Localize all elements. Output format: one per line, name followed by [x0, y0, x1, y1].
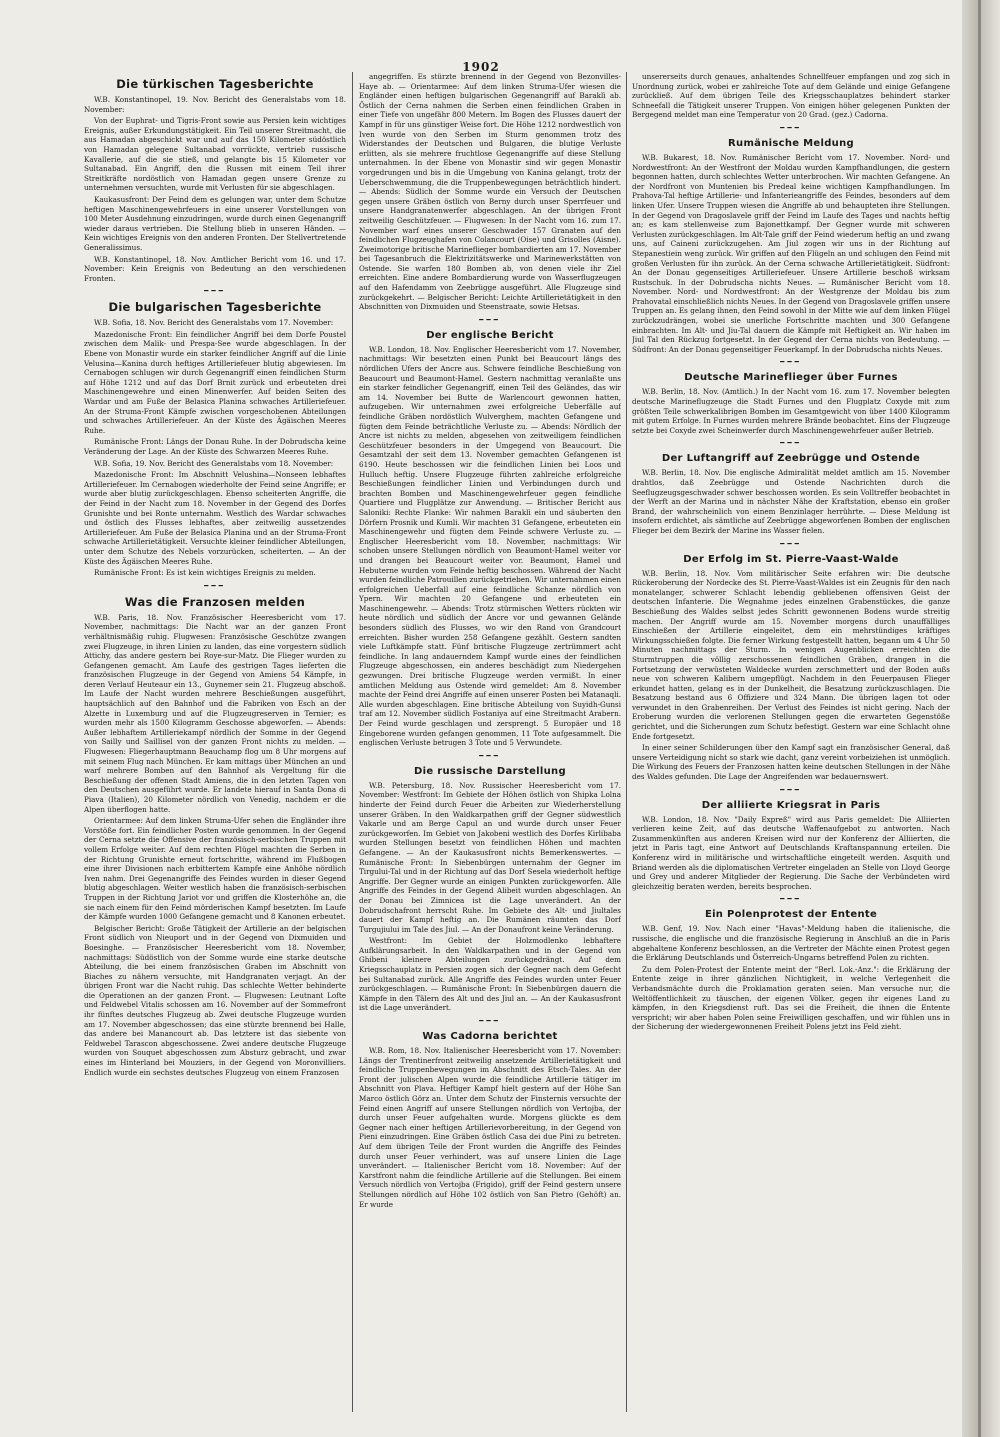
article	[84, 77, 346, 283]
section-divider: ━━━	[204, 287, 226, 296]
article-paragraph: W.B. Konstantinopel, 18. Nov. Amtlicher Bericht vom 16. und 17. November: Kein Ereignis von Bedeutung an den verschiedenen Fronten.	[84, 254, 346, 283]
article-paragraph: Kaukasusfront: Der Feind dem es gelungen war, unter dem Schutze heftigen Maschinengewehrfeuers in eine unserer Vorstellungen von 100 Meter Ausdehnung einzudringen, wurde durch einen Gegenangriff wieder daraus vertrieben. Die Stellung blieb in unseren Händen. — Kein wichtiges Ereignis von den anderen Fronten. Der Stellvertretende Generalissimus.	[84, 194, 346, 252]
section-divider: ━━━	[780, 785, 802, 794]
article-paragraph: angegriffen. Es stürzte brennend in der Gegend von Bezonvilles-Haye ab. — Orientarmee: Auf dem linken Struma-Ufer wiesen die Engländer einen heftigen bulgarischen Gegenangriff auf Baraklì ab. Östlich der Cerna nahmen die Serben einen feindlichen Graben in einer Tiefe von ungefähr 800 Metern. Im Bogen des Flusses dauert der Kampf in für uns günstiger Weise fort. Die Höhe 1212 nordwestlich von Iven wurde von den Serben im Sturm genommen trotz des Widerstandes der Deutschen und Bulgaren, die blutige Verluste erlitten, als sie mehrere fruchtlose Gegenangriffe auf diese Stellung unternahmen. In der Ebene von Monastir sind wir gegen Monastir vorgedrungen und bis in die Umgebung von Kanina gelangt, trotz der Ueberschwemmung, die die Truppenbewegungen beträchtlich hindert. — Abends: Südlich der Somme wurde ein Versuch der Deutschen gegen unsere Gräben östlich von Berny durch unser Sperrfeuer und unsere Handgranatenwerfer abgeschlagen. An der übrigen Front zeitweilig Geschützfeuer. — Flugwesen: In der Nacht vom 16. zum 17. November warf eines unserer Geschwader 157 Granaten auf den feindlichen Flugzeughafen von Colancourt (Oise) und Grisolles (Aisne). Zweimotorige britische Marineflieger bombardierten am 17. November bei Tagesanbruch die Elektrizitätswerke und Marinewerkstätten von Ostende. Sie warfen 180 Bomben ab, von denen viele ihr Ziel erreichten. Eine andere Bombardierung wurde von Wasserflugzeugen auf den Hafendamm von Zeebrügge ausgeführt. Alle Flugzeuge sind zurückgekehrt. — Belgischer Bericht: Leichte Artillerietätigkeit in den Abschnitten von Dixmuiden und Steenstraate, sowie Hetsas.	[359, 72, 621, 312]
article-paragraph: Orientarmee: Auf dem linken Struma-Ufer sehen die Engländer ihre Vorstöße fort. Ein feindlicher Posten wurde genommen. In der Gegend der Cerna setzte die Offensive der französisch-serbischen Truppen mit vollem Erfolge weiter. Auf dem rechten Flügel machten die Serben in der Richtung Grunishte erneut fortschritte, während im Flußbogen eine ihrer Divisionen nach erbittertem Kampfe eine Anhöhe nördlich Iven nahm. Drei Gegenangriffe des Feindes wurden in dieser Gegend blutig abgeschlagen. Weiter westlich haben die französisch-serbischen Truppen in der Richtung Jariot vor und griffen die Klosterhöhe an, die sie nach einem für den Feind mörderischen Kampf besetzten. Im Laufe der Kämpfe wurden 1000 Gefangene gemacht und 8 Kanonen erbeutet.	[84, 816, 346, 922]
article-heading: Deutsche Marineflieger über Furnes	[684, 372, 898, 384]
article-paragraph: W.B. Berlin, 18. Nov. Die englische Admiralität meldet amtlich am 15. November drahtlos, daß Zeebrügge und Ostende Nachrichten durch die Seeflugzeugsgeschwader schwer beschossen worden. Es sein Volltreffer beobachtet in der Werft an der Marina und in nächster Nähe der Kraftstation, ebenso ein großer Brand, der wahrscheinlich von einem Benzinlager herrührte. — Diese Meldung ist insofern erdichtet, als sämtliche auf Zeebrügge abgeworfenen Bomben der englischen Flieger bei dem Bezirk der Marine ins Wasser fielen.	[632, 468, 950, 535]
article-paragraph: W.B. Petersburg, 18. Nov. Russischer Heeresbericht vom 17. November: Westfront: Im Gebiete der Höhen östlich von Shipka Lolna hinderte der Feind durch Feuer die Arbeiten zur Wiederherstellung unserer Gräben. In den Waldkarpathen griff der Gegner südwestlich Vakarle und am Berge Capul an und wurde durch unser Feuer zurückgeworfen. Im Gebiet von Jakobeni westlich des Dorfes Kirlibaba wurden Stellungen besetzt von feindlichen Höhen und machten Gefangene. — An der Kaukasusfront nichts Bemerkenswertes. — Rumänische Front: In Siebenbürgen unternahm der Gegner im Tirgului-Tal und in der Richtung auf das Dorf Sesela wiederholt heftige Angriffe. Der Gegner wurde an einigen Punkten zurückgeworfen. Alle Angriffe des Feindes in der Gegend Alibeit wurden abgeschlagen. An der Donau bei Zimnicea ist die Lage unverändert. An der Dobrudschafront herrscht Ruhe. Im Gebiete des Alt- und Jiultales dauert der Kampf heftig an. Die Rumänen räumten das Dorf Turgujiului im Tale des Jiul. — An der Donaufront keine Veränderung.	[359, 780, 621, 934]
page-edge-stripe	[978, 0, 981, 1437]
article-paragraph: unsererseits durch genaues, anhaltendes Schnellfeuer empfangen und zog sich in Unordnung zurück, wobei er zahlreiche Tote auf dem Gelände und einige Gefangene zurückließ. Auf dem übrigen Teile des Kriegsschauplatzes behindert starker Schneefall die Tätigkeit unserer Truppen. Von einigen höher gelegenen Punkten der Bergegend meldet man eine Temperatur von 20 Grad. (gez.) Cadorna.	[632, 72, 950, 120]
column-rule	[352, 72, 353, 1412]
article-paragraph: W.B. Berlin, 18. Nov. Vom militärischer Seite erfahren wir: Die deutsche Rückeroberung der Nordecke des St. Pierre-Vaast-Waldes ist ein Zeugnis für den nach monatelanger, schwerer Schlacht lebendig gebliebenen offensiven Geist der deutschen Infanterie. Die Wegnahme jedes einzelnen Grabenstückes, die ganze Beschießung des Waldes selbst jedes Schritt gewonnenen Bodens wurde streitig machen. Der Angriff wurde am 15. November morgens durch unauffälliges Einschießen der Artillerie eingeleitet, dem ein mehrstündiges kräftiges Wirkungsschießen folgte. Die ferner Wirkung festgestellt hatten, begann um 4 Uhr 50 Minuten nachmittags der Sturm. In wenigen Augenblicken erreichten die Sturmtruppen die völlig zerschossenen feindlichen Gräben, drangen in die Fortsetzung der verwüsteten Waldecke wurden zerschmettert und der Boden außs neue von schweren Kalibern umgepflügt. Nachdem in den Feuerpausen Flieger erkundet hatten, gelang es in der Dunkelheit, die Besatzung zurückzuschlagen. Die Besatzung bestand aus 6 Offiziere und 324 Mann. Die übrigen lagen tot oder verwundet in den Grabenreihen. Der Verlust des Feindes ist nicht gering. Nach der Eroberung wurden die verlorenen Stellungen gegen die erwarteten Gegenstöße gerichtet, und die Sicherungen zum Schutz befestigt. Gestern war eine Schlacht ohne Ende fortgesetzt.	[632, 568, 950, 741]
article-heading: Rumänische Meldung	[728, 137, 854, 149]
column-rule	[626, 72, 627, 1412]
article-paragraph: Rumänische Front: Es ist kein wichtiges Ereignis zu melden.	[94, 568, 316, 578]
article	[359, 752, 621, 1013]
article	[84, 582, 346, 1078]
section-divider: ━━━	[780, 439, 802, 448]
article-heading: Der Erfolg im St. Pierre-Vaast-Walde	[683, 553, 899, 565]
article-paragraph: W.B. Berlin, 18. Nov. (Amtlich.) In der Nacht vom 16. zum 17. November belegten deutsche Marineflugzeuge die Stadt Furnes und den Flugplatz Coxyde mit zum größten Teile schwerkalibrigen Bomben im Gesamtgewicht von über 1400 Kilogramm mit gutem Erfolge. In Furnes wurden mehrere Brände beobachtet. Eins der Flugzeuge setzte bei Coxyde zwei Scheinwerfer durch Maschinengewehrfeuer außer Betrieb.	[632, 387, 950, 435]
page-edge	[962, 0, 1000, 1437]
article-paragraph: W.B. London, 18. Nov. Englischer Heeresbericht vom 17. November, nachmittags: Wir besetzten einen Punkt bei Beaucourt längs des nördlichen Ufers der Ancre aus. Schwere feindliche Beschießung von Beaucourt und Beaumont-Hamel. Gestern nachmittag veranlaßte uns ein starker feindlicher Gegenangriff, einen Teil des Geländes, das wir am 14. November bei Butte de Warlencourt gewonnen hatten, aufzugeben. Wir unternahmen zwei erfolgreiche Ueberfälle auf feindliche Gräben nordöstlich Wulverghem, machten Gefangene und fügten dem Feinde beträchtliche Verluste zu. — Abends: Nördlich der Ancre ist nichts zu melden, abgesehen von zeitweiligem feindlichen Geschützfeuer besonders in der Umgegend von Beaucourt. Die Gesamtzahl der seit dem 13. November gemachten Gefangenen ist 6190. Heute beschossen wir die feindlichen Linien bei Loos und Hulluch heftig. Unsere Flugzeuge führten zahlreiche erfolgreiche Beschießungen feindlicher Linien und Verbindungen durch und brachten Bomben und Maschinengewehrfeuer gegen feindliche Quartiere und Flugplätze zur Anwendung. — Britischer Bericht aus Saloniki: Rechte Flanke: Wir nahmen Baraklì ein und säuberten den Dörfern Prosnik und Kumli. Wir machten 31 Gefangene, erbeuteten ein Maschinengewehr und fügten dem Feinde schwere Verluste zu. — Englischer Heeresbericht vom 18. November, nachmittags: Wir schoben unsere Stellungen nördlich von Beaumont-Hamel weiter vor und drangen bei Beaucourt weiter vor. Beaumont, Hamel und Hebuterne wurden vom Feinde heftig beschossen. Während der Nacht wurden feindliche Patrouillen zurückgetrieben. Wir unternahmen einen erfolgreichen Ueberfall auf eine feindliche Schanze nördlich von Ypern. Wir machten 20 Gefangene und erbeuteten ein Maschinengewehr. — Abends: Trotz stürmischen Wetters rückten wir heute nördlich und südlich der Ancre vor und gewannen Gelände besonders südlich des Flusses, wo wir den Rand von Grandcourt erreichten. Bisher wurden 258 Gefangene gezählt. Gestern sandten viele Luftkämpfe statt. Fünf britische Flugzeuge zertrümmert acht feindliche. In lang andauerndem Kampf wurde eines der feindlichen Flugzeuge abgeschossen, ein anderes beschädigt zum Niedergehen gezwungen. Drei britische Flugzeuge werden vermißt. In einer amtlichen Meldung aus Ostende wird gemeldet: Am 8. November machte der Feind drei Angriffe auf einen unserer Posten bei Matanaqli. Alle wurden abgeschlagen. Eine britische Abteilung von Suyidh-Gunsi traf am 12. November südlich Fostaniya auf eine Streitmacht Arabern. Der Feind wurde geschlagen und zersprengt. 5 Europäer und 18 Eingeborene wurden gefangen genommen, 11 Tote aufgesammelt. Die englischen Verluste betrugen 3 Tote und 5 Verwundete.	[359, 344, 621, 748]
article	[359, 1017, 621, 1209]
article	[632, 358, 950, 435]
article-paragraph: W.B. Sofia, 19. Nov. Bericht des Generalstabs vom 18. November:	[94, 458, 334, 468]
article-paragraph: Mazedonische Front: Im Abschnitt Velushina—Nonseen lebhaftes Artilleriefeuer. Im Cernabogen wiederholte der Feind seine Angriffe; er wurde aber blutig zurückgeschlagen. Ebenso scheiterten Angriffe, die der Feind in der Nacht zum 18. November in der Gegend des Dorfes Grunishte und bei Ronte unternahm. Westlich des Wardar schwaches und östlich des Flusses lebhaftes, aber zeitweilig aussetzendes Artilleriefeuer. Am Fuße der Belasica Planina und an der Struma-Front schwache Artillerietätigkeit. Versuchte kleiner feindlicher Abteilungen, unter dem Schutze des Nebels vorzurücken, scheiterten. — An der Küste des Ägäischen Meeres Ruhe.	[84, 470, 346, 566]
article-heading: Ein Polenprotest der Entente	[704, 909, 878, 921]
article-paragraph: Westfront: Im Gebiet der Holzmodlenko lebhaftere Aufklärungsarbeit. In den Waldkarpathen und in der Gegend von Ghibeni kleinere Abteilungen zurückgedrängt. Auf dem Kriegsschauplatz in Persien zogen sich der Gegner nach dem Gefecht bei Sultanabad zurück. Alle Angriffe des Feindes wurden unter Feuer zurückgeschlagen. — Rumänische Front: In Siebenbürgen dauern die Kämpfe in den Tälern des Alt und des Jiul an. — An der Kaukasusfront ist die Lage unverändert.	[359, 936, 621, 1013]
article-heading: Die bulgarischen Tagesberichte	[108, 300, 322, 315]
article	[632, 439, 950, 535]
article-heading: Was die Franzosen melden	[124, 594, 306, 609]
article-paragraph: W.B. Genf, 19. Nov. Nach einer "Havas"-Meldung haben die italienische, die russische, die englische und die französische Regierung in Anschluß an die in Paris abgehaltene Konferenz beschlossen, an die Vertreter der Mächte einen Protest gegen die Erklärung Deutschlands und Österreich-Ungarns betreffend Polen zu richten.	[632, 924, 950, 963]
article-paragraph: Zu dem Polen-Protest der Entente meint der "Berl. Lok.-Anz.": die Erklärung der Entente zeige in ihrer gänzlichen Nichtigkeit, in welche Verlegenheit die Verbandsmächte durch die Proklamation geraten seien. Man versuche nur, die Weltöffentlichkeit zu täuschen, der eigenen Völker, gegen ihr eigenes Land zu kämpfen, in den Kriegsdienst ruft. Das sei die Freiheit, die ihnen die Entente verspricht; wir aber haben Polen seine Freiwilligen geschaffen, und wir fühlen uns in der Sicherung der wiedergewonnenen Freiheit Polens jetzt ins Feld zieht.	[632, 964, 950, 1032]
article	[632, 895, 950, 1032]
article-heading: Die russische Darstellung	[414, 765, 566, 777]
article-paragraph: W.B. London, 18. Nov. "Daily Expreß" wird aus Paris gemeldet: Die Alliierten verlieren keine Zeit, auf das deutsche Waffenaufgebot zu antworten. Nach Zusammenkünften aus anderen Kreisen wird nur der Konferenz der Alliierten, die jetzt in Paris tagt, eine Antwort auf Deutschlands Kraftanspannung erteilen. Die Konferenz wird in militärische und wirtschaftliche eingeteilt werden. Asquith und Briand werden als die diplomatischen Vertreter eingeladen an Stelle von Lloyd George und Grey und anderer Mitglieder der Regierung. Die Sache der Verbündeten wird gleichzeitig beraten werden, bereits besprochen.	[632, 814, 950, 891]
article-paragraph: W.B. Konstantinopel, 19. Nov. Bericht des Generalstabs vom 18. November:	[84, 95, 346, 114]
section-divider: ━━━	[780, 123, 802, 132]
article	[359, 72, 621, 312]
article-paragraph: Belgischer Bericht: Große Tätigkeit der Artillerie an der belgischen Front südlich von Nieuport und in der Gegend von Dixmuiden und Boesinghe. — Französischer Heeresbericht vom 18. November, nachmittags: Südöstlich von der Somme wurde eine starke deutsche Abteilung, die bei einem französischen Graben im Abschnitt von Biaches zu nähern versuchte, mit Handgranaten verjagt. An der übrigen Front war die Nacht ruhig. Das schlechte Wetter behinderte die Operationen an der ganzen Front. — Flugwesen: Leutnant Lofte und Feldwebel Vitalis schossen am 16. November auf der Sommefront ihr fünftes deutsches Flugzeug ab. Zwei deutsche Flugzeuge wurden am 17. November abgeschossen; das eine stürzte brennend bei Halle, das andere bei Manancourt ab. Das letztere ist das siebente von Feldwebel Tarascon abgeschossene. Zwei andere deutsche Flugzeuge wurden von Souquet abgeschossen zum Absturz gebracht, und zwar eines im Hinterland bei Mouziers, in der Gegend von Moronvilliers. Endlich wurde ein sechstes deutsches Flugzeug von einem Franzosen	[84, 923, 346, 1077]
article-paragraph: In einer seiner Schilderungen über den Kampf sagt ein französischer General, daß unsere Verteidigung nicht so stark wie dacht, ganz vereint vorbeiziehen ist unmöglich. Die Wirkung des Feuers der Franzosen hatten keine deutschen Stellungen in der Nähe des Waldes gefunden. Die Lage der Angreifenden war bedauernswert.	[632, 743, 950, 782]
article-heading: Der englische Bericht	[426, 329, 554, 341]
section-divider: ━━━	[479, 315, 501, 324]
article-paragraph: Von der Euphrat- und Tigris-Front sowie aus Persien kein wichtiges Ereignis, außer Erkundungstätigkeit. Ein Teil unserer Streitmacht, die aus Hamadan abgeschickt war und auf das 150 Kilometer südöstlich von Hamadan gelegene Sultanabad vorrückte, vertrieb russische Kavallerie, auf die sie stieß, und gelangte bis 15 Kilometer vor Sultanabad. Ein Angriff, den die Russen mit einem Teil ihrer Streitkräfte nordöstlich von Hamadan gegen unsere Grenze zu unternehmen versuchten, wurde mit Verlusten für sie abgeschlagen.	[84, 116, 346, 193]
article	[632, 786, 950, 892]
article	[632, 124, 950, 354]
article-paragraph: W.B. Sofia, 18. Nov. Bericht des Generalstabs vom 17. November:	[94, 318, 334, 328]
article	[359, 316, 621, 748]
article	[632, 540, 950, 782]
section-divider: ━━━	[204, 581, 226, 590]
article-paragraph: Mazedonische Front: Ein feindlicher Angriff bei dem Dorfe Poustel zwischen dem Malik- und Prespa-See wurde abgeschlagen. In der Ebene von Monastir wurde ein starker feindlicher Angriff auf die Linie Velusina—Kanina durch heftiges Artilleriefeuer blutig abgewiesen. Im Cernabogen schlugen wir durch Gegenangriff einen feindlichen Sturm auf Höhe 1212 und auf das Dorf Brnit zurück und erbeuteten drei Maschinengewehre und einen Minenwerfer. Auf beiden Seiten des Wardar und am Fuße der Belasica Planina schwaches Artilleriefeuer. An der Struma-Front Kämpfe zwischen vorgeschobenen Abteilungen und schwaches Artilleriefeuer. An der Küste des Ägäischen Meeres Ruhe.	[84, 329, 346, 435]
section-divider: ━━━	[479, 751, 501, 760]
column-1	[84, 72, 346, 1422]
article-paragraph: W.B. Paris, 18. Nov. Französischer Heeresbericht vom 17. November, nachmittags: Die Nacht war an der ganzen Front verhältnismäßig ruhig. Flugwesen: Französische Geschütze zwangen zwei Flugzeuge, in ihren Linien zu landen, das eine vorgestern südlich Attichy, das andere gestern bei Roye-sur-Matz. Die Flieger wurden zu Gefangenen gemacht. Am Laufe des gestrigen Tages lieferten die französischen Flugzeuge in der Gegend von Amiens 54 Kämpfe, in deren Verlauf Heuteaur ein 13., Guynemer sein 21. Flugzeug abschoß. Im Laufe der Nacht wurden mehrere Beschießungen ausgeführt, hauptsächlich auf den Bahnhof und die Fabriken von Esch an der Alzette in Luxemburg und auf die Flugzeugreserven in Ternier; es wurden mehr als 1500 Kilogramm Geschosse abgeworfen. — Abends: Außer lebhaftem Artilleriekampf nördlich der Somme in der Gegend von Sailly und Saillisel von der ganzen Front nichts zu melden. — Flugwesen: Fliegerhauptmann Beauchamp flog um 8 Uhr morgens auf mit seinem Flug nach München. Er kam mittags über München an und warf mehrere Bomben auf den Bahnhof als Vergeltung für die Beschießung der offenen Stadt Amiens, die in den letzten Tagen von den Deutschen ausgeführt wurde. Er landete hierauf in Santa Dona di Piava (Italien), 20 Kilometer nördlich von Venedig, nachdem er die Alpen überflogen hatte.	[84, 612, 346, 814]
column-2	[359, 72, 621, 1422]
article	[632, 72, 950, 120]
page-number: 1902	[462, 60, 500, 74]
article-heading: Die türkischen Tagesberichte	[116, 77, 314, 91]
article	[84, 287, 346, 577]
section-divider: ━━━	[479, 1017, 501, 1026]
section-divider: ━━━	[780, 895, 802, 904]
column-3	[632, 72, 950, 1422]
article-paragraph: Rumänische Front: Längs der Donau Ruhe. In der Dobrudscha keine Veränderung der Lage. An der Küste des Schwarzen Meeres Ruhe.	[84, 437, 346, 456]
article-heading: Was Cadorna berichtet	[422, 1031, 558, 1043]
article-heading: Der Luftangriff auf Zeebrügge und Ostende	[661, 453, 921, 465]
section-divider: ━━━	[780, 539, 802, 548]
section-divider: ━━━	[780, 358, 802, 367]
article-heading: Der alliierte Kriegsrat in Paris	[701, 799, 881, 811]
article-paragraph: W.B. Bukarest, 18. Nov. Rumänischer Bericht vom 17. November. Nord- und Nordwestfront: An der Westfront der Moldau wurden Kampfhandlungen, die gestern begonnen hatten, durch schlechtes Wetter unterbrochen. Wir machten Gefangene. An der Nordfront von Muntenien bis Predeal keine wichtigen Kampfhandlungen. Im Prahova-Tal heftige Artillerie- und Infanterieangriffe des Feindes, besonders auf dem linken Ufer. Unsere Truppen wiesen die Angriffe ab und behaupteten ihre Stellungen. In der Gegend von Dragoslavele griff der Feind im Laufe des Tages und nachts heftig an; es kam stellenweise zum Bajonettkampf. Der Gegner wurde mit schweren Verlusten zurückgeschlagen. Im Alt-Tale griff der Feind wiederum heftig an und zwang uns, auf Caineni zurückzugehen. Am Jiul zogen wir uns in der Richtung auf Stepanestiein weng zurück. Wir griffen auf den Flügeln an und schlugen den Feind mit großen Verlusten für ihn zurück. An der Cerna schwache Artillerietätigkeit. Südfront: An der Donau gegenseitiges Artilleriefeuer. Unsere Artillerie beschoß wirksam Rustschuk. In der Dobrudscha nichts Neues. — Rumänischer Bericht vom 18. November. Nord- und Nordwestfront: An der Westgrenze der Moldau bis zum Prahovatal einschließlich nichts Neues. In der Gegend von Dragoslavele griffen unsere Truppen an. Es gelang ihnen, den Feind sowohl in der Mitte wie auf dem linken Flügel zurückzudrängen, wobei sie unerliche Fortschritte machten und 300 Gefangene einbrachten. Im Alt- und Jiu-Tal dauern die Kämpfe mit Heftigkeit an. Wir haben im Jiul Tal den Rückzug fortgesetzt. In der Gegend der Cerna nichts von Bedeutung. — Südfront: An der Donau gegenseitiger Feuerkampf. In der Dobrudscha nichts Neues.	[632, 152, 950, 354]
article-paragraph: W.B. Rom, 18. Nov. Italienischer Heeresbericht vom 17. November: Längs der Trentinerfront zeitweilig ansetzende Artillerietätigkeit und feindliche Truppenbewegungen im Abschnitt des Etsch-Tales. An der Front der julischen Alpen wurde die feindliche Artillerie tätiger im Abschnitt von Plava. Heftiger Kampf hielt gestern auf der Höhe San Marco östlich Görz an. Unter dem Schutz der Finsternis versuchte der Feind einen Angriff auf unsere Stellungen nördlich von Vertojba, der durch unser Feuer aufgehalten wurde. Morgens glückte es dem Gegner nach einer heftigen Artillerievorbereitung, in der Gegend von Pieni einzudringen. Eine Gräben östlich Casa dei due Pini zu betreten. Auf dem übrigen Teile der Front wurden die Angriffe des Feindes durch unser Feuer verhindert, was auf unsere Linien die Lage unverändert. — Italienischer Bericht vom 18. November: Auf der Karstfront nahm die feindliche Artillerie auf die Stellungen. Bei einem Versuch nördlich von Vertojba (Frigido), griff der Feind gestern unsere Stellungen nördlich auf Höhe 102 östlich von San Pietro (Gehöft) an. Er wurde	[359, 1046, 621, 1209]
